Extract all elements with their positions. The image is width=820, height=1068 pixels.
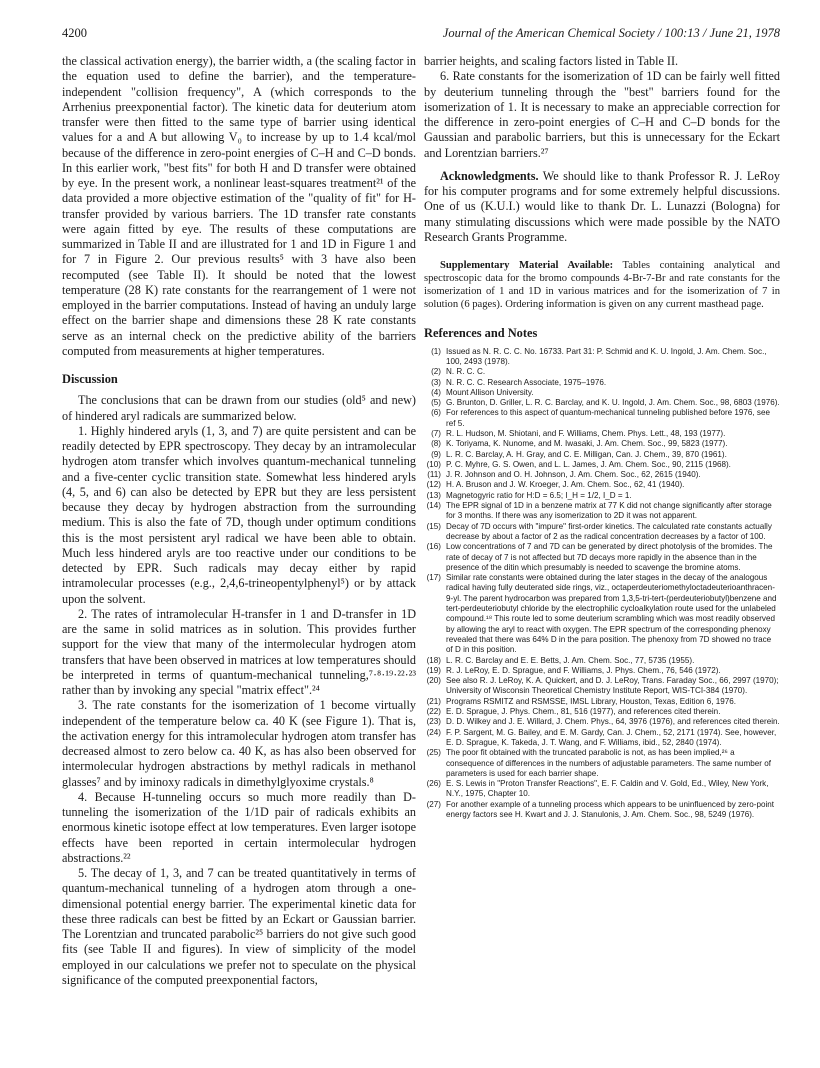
reference-text: F. P. Sargent, M. G. Bailey, and E. M. Gardy, Can. J. Chem., 52, 2171 (1974). See, however, E. D. Sprague, K. Takeda, J. T. Wang, and F. Williams, ibid., 52, 2840 (1974). [446,727,777,747]
supplementary-heading: Supplementary Material Available: [440,260,614,271]
reference-item [424,378,780,388]
reference-number: (2) [431,367,441,377]
discussion-heading: Discussion [62,372,118,386]
reference-text: The poor fit obtained with the truncated parabolic is not, as has been implied,²⁶ a consequence of differences in the numbers of adjustable parameters. The same number of parameters is used for each barrier shape. [446,748,771,778]
reference-item [424,748,780,779]
reference-text: R. J. LeRoy, E. D. Sprague, and F. Williams, J. Phys. Chem., 76, 546 (1972). [446,665,721,675]
reference-item [424,398,780,408]
conclusion-point-2: 2. The rates of intramolecular H-transfer in 1 and D-transfer in 1D are the same in solid matrices as in solution. This provides further support for the view that many of the intermolecular hydrogen atom transfers that have been observed in matrices at low temperatures should be interpreted in terms of quantum-mechanical tunneling,⁷·⁸·¹⁹·²²·²³ rather than by invoking any special "matrix effect".²⁴ [62,606,416,697]
reference-text: P. C. Myhre, G. S. Owen, and L. L. James, J. Am. Chem. Soc., 90, 2115 (1968). [446,459,731,469]
reference-text: For references to this aspect of quantum-mechanical tunneling published before 1976, see ref 5. [446,408,770,428]
reference-number: (21) [426,696,441,706]
reference-text: L. R. C. Barclay and E. E. Betts, J. Am. Chem. Soc., 77, 5735 (1955). [446,655,695,665]
reference-number: (3) [431,377,441,387]
reference-item [424,707,780,717]
page-header [62,26,780,44]
references-heading: References and Notes [424,326,538,341]
reference-item [424,439,780,449]
reference-text: For another example of a tunneling process which appears to be uninfluenced by zero-point energy factors see H. Kwart and J. J. Stanulonis, J. Am. Chem. Soc., 98, 5249 (1976). [446,799,774,819]
continued-paragraph: barrier heights, and scaling factors listed in Table II. [424,54,679,68]
reference-item [424,480,780,490]
reference-item [424,728,780,749]
reference-number: (19) [426,665,441,675]
reference-item [424,522,780,543]
reference-number: (24) [426,727,441,737]
reference-item [424,460,780,470]
reference-number: (5) [431,398,441,408]
reference-text: The EPR signal of 1D in a benzene matrix at 77 K did not change significantly after storage for 3 months. If there was any isomerization to 2D it was not apparent. [446,501,772,521]
reference-text: Magnetogyric ratio for H:D = 6.5; I_H = 1/2, I_D = 1. [446,490,632,500]
references-list [424,347,780,821]
reference-text: See also R. J. LeRoy, K. A. Quickert, and D. J. LeRoy, Trans. Faraday Soc., 66, 2997 (1970); University of Wisconsin Theoretical Chemistry Institute Report, WIS-TCI-384 (1970). [446,676,779,696]
reference-item [424,408,780,429]
reference-item [424,573,780,655]
reference-text: H. A. Bruson and J. W. Kroeger, J. Am. Chem. Soc., 62, 41 (1940). [446,480,685,490]
reference-text: L. R. C. Barclay, A. H. Gray, and C. E. Milligan, Can. J. Chem., 39, 870 (1961). [446,449,727,459]
page-number: 4200 [62,26,87,40]
reference-text: Issued as N. R. C. C. No. 16733. Part 31: P. Schmid and K. U. Ingold, J. Am. Chem. Soc., 100, 2493 (1978). [446,346,767,366]
reference-item [424,347,780,368]
reference-item [424,367,780,377]
reference-number: (1) [431,346,441,356]
reference-number: (16) [426,542,441,552]
reference-number: (27) [426,799,441,809]
reference-item [424,676,780,697]
reference-text: E. D. Sprague, J. Phys. Chem., 81, 516 (1977), and references cited therein. [446,707,721,717]
reference-number: (13) [426,490,441,500]
supplementary-text: Tables containing analytical and spectroscopic data for the bromo compounds 4-Br-7-Br and rate constants for the isomerization of 1 and 1D in various matrices and for the isomerization of 7 in solution (6 pages). Ordering information is given on any current masthead page. [424,260,780,311]
reference-item [424,656,780,666]
reference-number: (25) [426,748,441,758]
reference-number: (9) [431,449,441,459]
discussion-intro: The conclusions that can be drawn from our studies (old⁵ and new) of hindered aryl radicals are summarized below. [62,393,416,423]
reference-text: Mount Allison University. [446,387,534,397]
reference-number: (10) [426,459,441,469]
reference-item [424,501,780,522]
conclusion-point-4: 4. Because H-tunneling occurs so much more readily than D-tunneling the isomerization of the 1/1D pair of radicals exhibits an enormous kinetic isotope effect at low temperatures. Even larger isotope effects have been reported in certain intermolecular hydrogen abstractions.²² [62,789,416,865]
reference-number: (18) [426,655,441,665]
reference-item [424,470,780,480]
reference-item [424,491,780,501]
acknowledgments [424,169,780,245]
conclusion-point-1: 1. Highly hindered aryls (1, 3, and 7) are quite persistent and can be readily detected by EPR spectroscopy. They decay by an intramolecular hydrogen atom transfer which involves quantum-mechanical tunneling and a five-center cyclic transition state. Somewhat less hindered aryls (4, 5, and 6) can also be detected by EPR but they are less persistent because they decay by hydrogen abstraction from the surrounding medium. This is also the fate of 7D, though under optimum conditions this is the most persistent aryl radical we have been able to obtain. Much less hindered aryls are too reactive under our conditions to be detected by EPR. Such radicals may decay either by rapid intramolecular processes (e.g., 2,4,6-trineopentylphenyl⁵) or by attack upon the solvent. [62,423,416,606]
conclusion-point-6: 6. Rate constants for the isomerization of 1D can be fairly well fitted by deuterium tunneling through the "best" barriers found for the isomerization of 1. It is necessary to make an appreciable correction for the difference in zero-point energies of C–H and C–D bonds for the Gaussian and parabolic barriers, but this is unnecessary for the Eckart and Lorentzian barriers.²⁷ [424,69,780,160]
reference-item [424,666,780,676]
reference-text: E. S. Lewis in "Proton Transfer Reactions", E. F. Caldin and V. Gold, Ed., Wiley, New York, N.Y., 1975, Chapter 10. [446,779,769,799]
acknowledgments-heading: Acknowledgments. [440,168,539,183]
reference-text: Low concentrations of 7 and 7D can be generated by direct photolysis of the bromides. The rate of decay of 7 is not affected but 7D decays more rapidly in the absence than in the presence of the ditin which presumably is needed to scavenge the bromine atoms. [446,542,773,572]
reference-number: (11) [427,470,441,480]
reference-number: (23) [426,717,441,727]
reference-number: (22) [426,707,441,717]
conclusion-point-3: 3. The rate constants for the isomerization of 1 become virtually independent of the temperature below ca. 40 K (see Figure 1). That is, the activation energy for this intramolecular hydrogen atom transfer has decreased almost to zero below ca. 40 K, as has also been observed for intermolecular hydrogen abstractions by methyl radicals in methanol glasses⁷ and by iminoxy radicals in dimethylglyoxime crystals.⁸ [62,698,416,789]
reference-item [424,429,780,439]
left-column [62,54,416,988]
reference-text: J. R. Johnson and O. H. Johnson, J. Am. Chem. Soc., 62, 2615 (1940). [446,470,701,480]
reference-item [424,697,780,707]
reference-number: (26) [426,779,441,789]
intro-paragraph: the classical activation energy), the barrier width, a (the scaling factor in the equation used to define the barrier), and the temperature-independent "collision frequency", A (which corresponds to the Arrhenius preexponential factor). The kinetic data for deuterium atom transfer were then fitted to the same type of barrier using identical values for a and A but allowing V₀ to increase by up to 1.4 kcal/mol because of the difference in zero-point energies of C–H and C–D bonds. In this earlier work, "best fits" for both H and D transfer were obtained by eye. In the present work, a nonlinear least-squares treatment²¹ of the data provided a more objective estimation of the "quality of fit" for H-transfer provided by various barriers. The 1D transfer rate constants were again fitted by eye. The results of these computations are summarized in Table II and are illustrated for 1 and 1D in Figure 1 and for 7 in Figure 2. Our previous results⁵ with 3 have also been recomputed (see Table II). It should be noted that the lowest temperature (28 K) rate constants for the rearrangement of 1 were not employed in the barrier computations. Instead of having an unduly large effect on the barrier shape and dimensions these 28 K rate constants serve as an internal check on the predictive ability of the barriers computed from measurements at higher temperatures. [62,54,416,358]
reference-text: Decay of 7D occurs with "impure" first-order kinetics. The calculated rate constants actually decrease by about a factor of 2 as the radical concentration decreases by a factor of 100. [446,521,772,541]
reference-item [424,717,780,727]
reference-number: (8) [431,439,441,449]
reference-item [424,388,780,398]
reference-text: R. L. Hudson, M. Shiotani, and F. Williams, Chem. Phys. Lett., 48, 193 (1977). [446,429,726,438]
supplementary-material [424,259,780,311]
right-column [424,54,780,820]
reference-text: N. R. C. C. Research Associate, 1975–1976. [446,377,607,387]
reference-number: (7) [431,429,441,438]
reference-number: (20) [426,676,441,686]
acknowledgments-text: We should like to thank Professor R. J. LeRoy for his computer programs and for some extremely helpful discussions. One of us (K.U.I.) would like to thank Dr. L. Lunazzi (Bologna) for many stimulating discussions which were made possible by the NATO Research Grants Programme. [424,168,780,244]
journal-running-head: Journal of the American Chemical Society / 100:13 / June 21, 1978 [442,26,780,40]
reference-item [424,542,780,573]
reference-number: (14) [426,501,441,511]
reference-item [424,800,780,821]
reference-item [424,779,780,800]
reference-number: (12) [426,480,441,490]
reference-item [424,450,780,460]
reference-text: G. Brunton, D. Griller, L. R. C. Barclay, and K. U. Ingold, J. Am. Chem. Soc., 98, 6803 (1976). [446,398,780,408]
reference-text: K. Toriyama, K. Nunome, and M. Iwasaki, J. Am. Chem. Soc., 99, 5823 (1977). [446,439,728,449]
reference-text: Similar rate constants were obtained during the later stages in the decay of the analogous radical having fully deuterated side rings, viz., octaperdeuteriomethyloctadeuterioanthracen-9-yl. The parent hydrocarbon was prepared from 1,3,5-tri-tert-(perdeuteriobutyl)benzene and tert-perdeuteriobutyl chloride by the electrophilic cycloalkylation route used for the unlabeled compound.¹⁸ This route led to some deuterium scrambling which was most readily observed by allowing the aryl to react with oxygen. The EPR spectrum of the corresponding phenoxy revealed that there was 64% D in the para position. The phenoxy from 7D showed no trace of D in this position. [446,573,777,655]
reference-text: N. R. C. C. [446,367,486,377]
reference-number: (4) [431,387,441,397]
reference-text: Programs RSMITZ and RSMSSE, IMSL Library, Houston, Texas, Edition 6, 1976. [446,696,736,706]
reference-number: (6) [431,408,441,418]
reference-number: (15) [426,521,441,531]
reference-text: D. D. Wilkey and J. E. Willard, J. Chem. Phys., 64, 3976 (1976), and references cited therein. [446,717,780,727]
reference-number: (17) [426,573,441,583]
conclusion-point-5: 5. The decay of 1, 3, and 7 can be treated quantitatively in terms of quantum-mechanical tunneling of a hydrogen atom through a one-dimensional potential energy barrier. The experimental kinetic data for these three radicals can best be fitted by an Eckart or Gaussian barrier. The Lorentzian and truncated parabolic²⁵ barriers do not give such good fits (see Table II and figures). In view of simplicity of the model employed in our calculations we prefer not to speculate on the physical significance of the computed preexponential factors, [62,866,416,987]
